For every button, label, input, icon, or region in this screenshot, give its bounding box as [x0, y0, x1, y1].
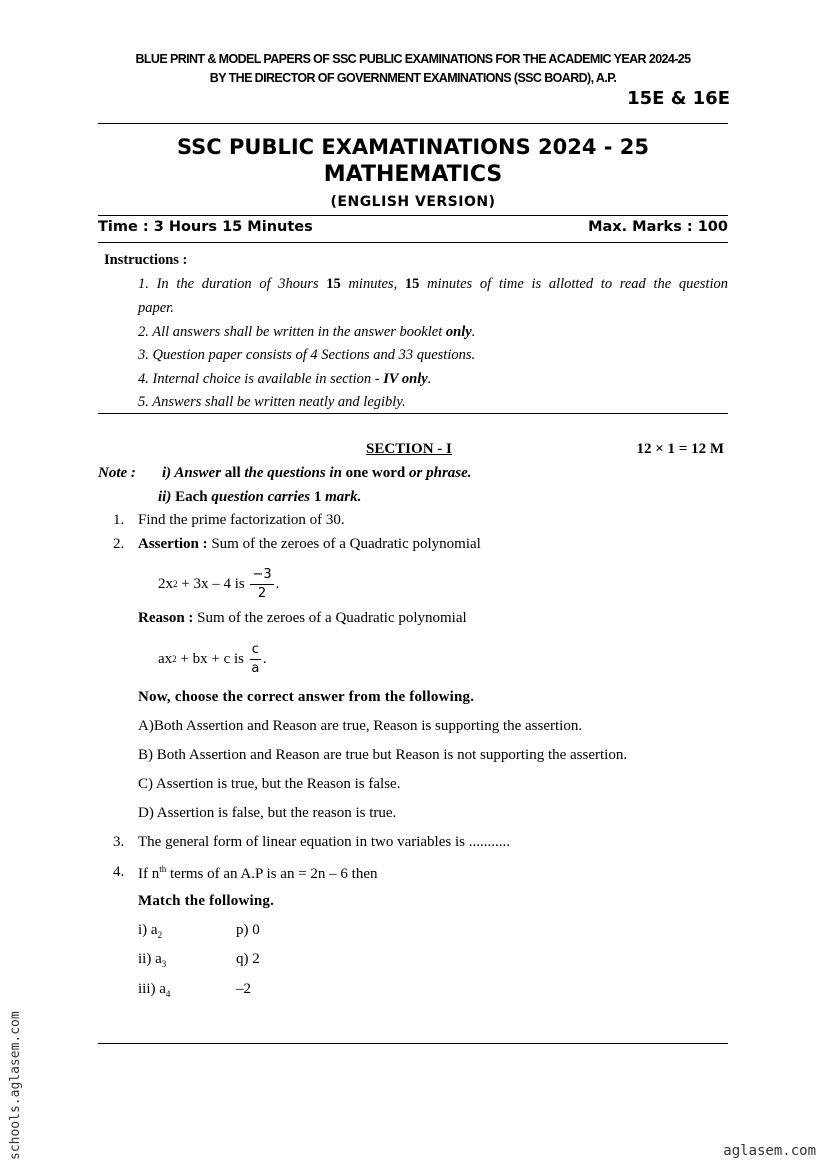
divider [98, 413, 728, 414]
match-left-item [138, 981, 170, 999]
bottom-watermark: aglasem.com [723, 1143, 816, 1159]
reason-line [138, 610, 467, 627]
match-left-item [138, 922, 162, 940]
note-text: i) Answer [162, 465, 225, 481]
expression-text: . [275, 575, 280, 592]
assertion-label: Assertion : [138, 536, 208, 552]
instruction-text: . [471, 324, 476, 340]
fraction [250, 642, 261, 677]
question-text: If n [138, 866, 160, 882]
assertion-line [138, 536, 481, 553]
instruction-text: Question paper consists of 4 Sections and [152, 347, 399, 363]
subject-title: MATHEMATICS [323, 162, 503, 187]
instruction-text: minutes of time is allotted to read the question [419, 276, 729, 292]
instruction-text: Internal choice is available in section - [152, 371, 384, 387]
instruction-item-3 [138, 347, 728, 364]
question-3-text: The general form of linear equation in two variables is ........... [138, 834, 510, 850]
time-label: Time : 3 Hours 15 Minutes [98, 219, 313, 235]
reason-label: Reason : [138, 610, 194, 626]
subscript: 3 [161, 959, 167, 969]
note-emphasis: 1 [313, 489, 322, 505]
question-1-text: Find the prime factorization of 30. [138, 512, 345, 528]
instruction-bold: 15 [404, 276, 420, 292]
note-emphasis: one word [345, 465, 406, 481]
instruction-item-2 [138, 324, 728, 341]
reason-text: Sum of the zeroes of a Quadratic polynomial [193, 610, 467, 626]
assertion-expression [158, 564, 279, 604]
note-text: the questions in [240, 465, 346, 481]
question-number: 4. [113, 864, 125, 880]
match-label: i) a [138, 922, 158, 938]
question-4-text [138, 864, 377, 883]
instruction-text: In the duration of 3hours [156, 276, 327, 292]
expression-text: ax [158, 650, 173, 667]
subscript: 2 [157, 930, 163, 940]
note-text: ii) [158, 489, 176, 505]
subscript: 4 [165, 989, 171, 999]
version-label: (ENGLISH VERSION) [330, 194, 496, 210]
paper-code: 15E & 16E [627, 88, 730, 109]
question-text: terms of an A.P is an = 2n – 6 then [166, 866, 378, 882]
match-label: iii) a [138, 981, 166, 997]
instruction-number: 1. [138, 276, 149, 292]
side-watermark: schools.aglasem.com [8, 1011, 23, 1160]
divider [98, 215, 728, 216]
note-text: question carries [207, 489, 314, 505]
instruction-item-4 [138, 371, 728, 388]
exponent: 2 [173, 579, 178, 589]
instruction-item-5 [138, 394, 728, 411]
choose-instruction: Now, choose the correct answer from the following. [138, 689, 475, 705]
match-heading: Match the following. [138, 893, 275, 909]
option-a: A)Both Assertion and Reason are true, Reason is supporting the assertion. [138, 718, 583, 734]
note-text: or phrase. [405, 465, 472, 481]
question-number: 1. [113, 512, 125, 528]
instruction-item-1-continued: paper. [138, 300, 174, 316]
expression-text: + 3x – 4 is [177, 575, 249, 592]
denominator: 2 [257, 585, 267, 601]
instruction-bold: IV only [383, 371, 428, 387]
header-line-2: BY THE DIRECTOR OF GOVERNMENT EXAMINATIONS (SSC BOARD), A.P. [209, 71, 617, 85]
instruction-text: questions. [413, 347, 476, 363]
assertion-text: Sum of the zeroes of a Quadratic polynomial [207, 536, 481, 552]
note-label: Note : [98, 465, 136, 481]
instruction-bold: 15 [326, 276, 341, 292]
note-emphasis: all [224, 465, 241, 481]
footer-divider [98, 1043, 728, 1044]
section-title: SECTION - I [366, 441, 452, 457]
instruction-bold: only [445, 324, 472, 340]
match-left-item [138, 951, 166, 969]
instruction-number: 3. [138, 347, 149, 363]
instruction-text: All answers shall be written in the answer booklet [152, 324, 446, 340]
denominator: a [251, 660, 260, 676]
section-marks: 12 × 1 = 12 M [636, 441, 724, 457]
header-line-1: BLUE PRINT & MODEL PAPERS OF SSC PUBLIC EXAMINATIONS FOR THE ACADEMIC YEAR 2024-25 [135, 52, 691, 66]
note-line-1 [162, 465, 472, 482]
match-label: ii) a [138, 951, 162, 967]
instructions-heading: Instructions : [104, 252, 188, 268]
match-right-item: q) 2 [236, 951, 260, 967]
question-number: 2. [113, 536, 125, 552]
numerator: −3 [250, 567, 273, 585]
match-right-item: p) 0 [236, 922, 260, 938]
divider [98, 123, 728, 124]
numerator: c [250, 642, 261, 660]
instruction-number: 2. [138, 324, 149, 340]
expression-text: + bx + c is [176, 650, 248, 667]
note-line-2 [158, 489, 361, 506]
expression-text: 2x [158, 575, 173, 592]
option-b: B) Both Assertion and Reason are true but Reason is not supporting the assertion. [138, 747, 628, 763]
instruction-text: minutes, [340, 276, 405, 292]
note-emphasis: Each [175, 489, 208, 505]
reason-expression [158, 639, 267, 679]
exam-title: SSC PUBLIC EXAMATINATIONS 2024 - 25 [176, 135, 650, 159]
exponent: 2 [172, 654, 177, 664]
superscript: th [159, 864, 167, 874]
match-right-item: –2 [236, 981, 251, 997]
note-text: mark. [321, 489, 362, 505]
option-c: C) Assertion is true, but the Reason is false. [138, 776, 401, 792]
question-number: 3. [113, 834, 125, 850]
option-d: D) Assertion is false, but the reason is true. [138, 805, 397, 821]
instruction-number: 5. [138, 394, 149, 410]
fraction [250, 567, 273, 602]
divider [98, 242, 728, 243]
expression-text: . [262, 650, 267, 667]
instruction-item-1 [138, 276, 728, 293]
instruction-number: 4. [138, 371, 149, 387]
instruction-bold: 33 [398, 347, 414, 363]
max-marks-label: Max. Marks : 100 [588, 219, 728, 235]
instruction-text: . [427, 371, 432, 387]
instruction-text: Answers shall be written neatly and legibly. [152, 394, 406, 410]
